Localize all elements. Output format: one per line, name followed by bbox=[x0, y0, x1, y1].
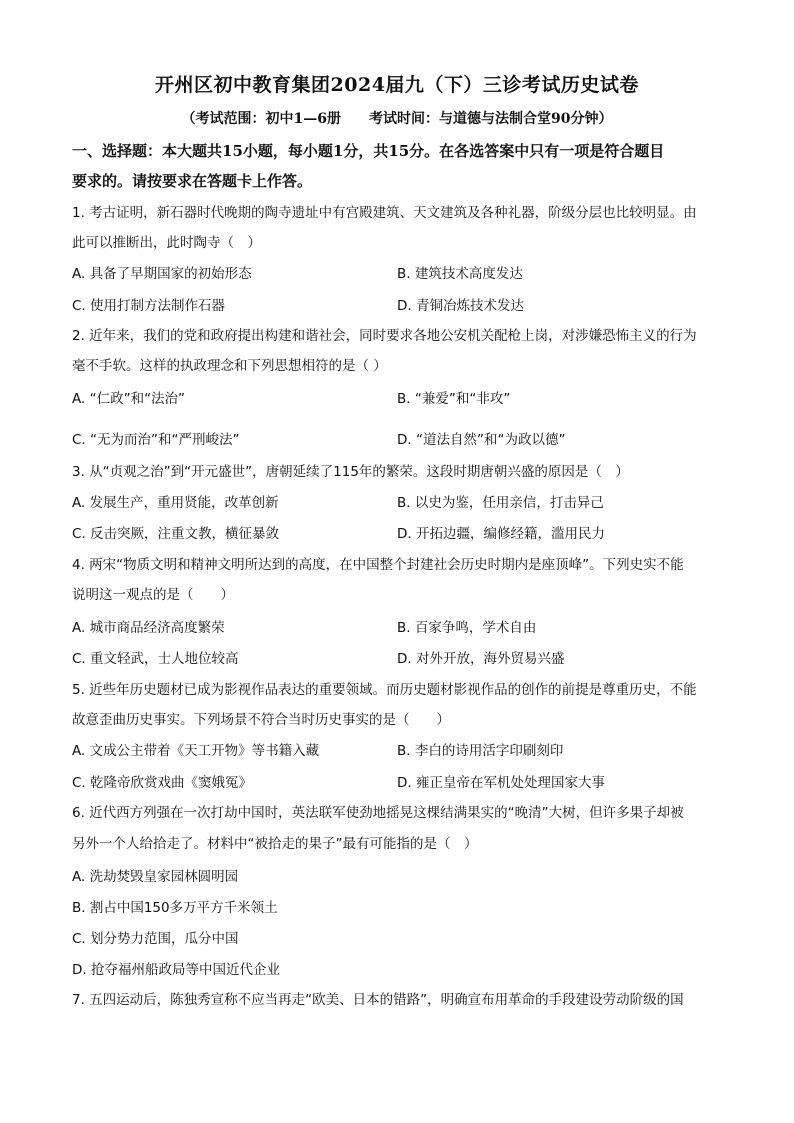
question-4-stem-line2: 说明这一观点的是（ ） bbox=[72, 587, 234, 603]
question-1-option-a[interactable]: A. 具备了早期国家的初始形态 bbox=[72, 266, 252, 282]
question-6-stem-line1: 6. 近代西方列强在一次打劫中国时，英法联军使劲地摇晃这棵结满果实的“晚清”大树，但许多果子却被 bbox=[72, 805, 684, 821]
question-7-stem-line1: 7. 五四运动后，陈独秀宣称不应当再走“欧美、日本的错路”，明确宣布用革命的手段建设劳动阶级的国 bbox=[72, 992, 684, 1008]
question-5-option-c[interactable]: C. 乾隆帝欣赏戏曲《窦娥冤》 bbox=[72, 775, 253, 791]
question-1-option-c[interactable]: C. 使用打制方法制作石器 bbox=[72, 298, 226, 314]
question-5-option-a[interactable]: A. 文成公主带着《天工开物》等书籍入藏 bbox=[72, 743, 320, 759]
question-1-stem-line2: 此可以推断出，此时陶寺（ ） bbox=[72, 235, 261, 251]
question-6-option-b[interactable]: B. 割占中国150多万平方千米领土 bbox=[72, 900, 278, 916]
question-2-option-d[interactable]: D. “道法自然”和“为政以德” bbox=[397, 432, 566, 448]
question-3-stem-line1: 3. 从“贞观之治”到“开元盛世”，唐朝延续了115年的繁荣。这段时期唐朝兴盛的原因是（ ） bbox=[72, 464, 629, 480]
question-2-option-c[interactable]: C. “无为而治”和“严刑峻法” bbox=[72, 432, 240, 448]
question-5-stem-line1: 5. 近些年历史题材已成为影视作品表达的重要领域。而历史题材影视作品的创作的前提是尊重历史，不能 bbox=[72, 682, 697, 698]
section-heading-line1: 一、选择题：本大题共15小题，每小题1分，共15分。在各选答案中只有一项是符合题目 bbox=[72, 142, 665, 160]
question-6-option-a[interactable]: A. 洗劫焚毁皇家园林圆明园 bbox=[72, 869, 239, 885]
question-3-option-d[interactable]: D. 开拓边疆，编修经籍，滥用民力 bbox=[397, 526, 605, 542]
question-5-stem-line2: 故意歪曲历史事实。下列场景不符合当时历史事实的是（ ） bbox=[72, 712, 450, 728]
question-1-option-b[interactable]: B. 建筑技术高度发达 bbox=[397, 266, 523, 282]
question-3-option-a[interactable]: A. 发展生产，重用贤能，改革创新 bbox=[72, 495, 279, 511]
question-3-option-c[interactable]: C. 反击突厥，注重文教，横征暴敛 bbox=[72, 526, 280, 542]
question-1-stem-line1: 1. 考古证明，新石器时代晚期的陶寺遗址中有宫殿建筑、天文建筑及各种礼器，阶级分层也比较明显。由 bbox=[72, 205, 697, 221]
question-1-option-d[interactable]: D. 青铜冶炼技术发达 bbox=[397, 298, 524, 314]
question-4-option-d[interactable]: D. 对外开放，海外贸易兴盛 bbox=[397, 651, 565, 667]
question-3-option-b[interactable]: B. 以史为鉴，任用亲信，打击异己 bbox=[397, 495, 604, 511]
question-5-option-b[interactable]: B. 李白的诗用活字印刷刻印 bbox=[397, 743, 564, 759]
question-2-stem-line1: 2. 近年来，我们的党和政府提出构建和谐社会，同时要求各地公安机关配枪上岗，对涉嫌恐怖主义的行为 bbox=[72, 328, 697, 344]
section-heading-line2: 要求的。请按要求在答题卡上作答。 bbox=[72, 172, 313, 190]
question-2-option-a[interactable]: A. “仁政”和“法治” bbox=[72, 391, 186, 407]
question-2-option-b[interactable]: B. “兼爱”和“非攻” bbox=[397, 391, 511, 407]
question-2-stem-line2: 毫不手软。这样的执政理念和下列思想相符的是（ ） bbox=[72, 358, 387, 374]
question-4-option-b[interactable]: B. 百家争鸣，学术自由 bbox=[397, 620, 537, 636]
page-title: 开州区初中教育集团2024届九（下）三诊考试历史试卷 bbox=[155, 74, 639, 96]
question-6-option-d[interactable]: D. 抢夺福州船政局等中国近代企业 bbox=[72, 962, 280, 978]
question-6-stem-line2: 另外一个人给拾走了。材料中“被拾走的果子”最有可能指的是（ ） bbox=[72, 836, 478, 852]
question-4-stem-line1: 4. 两宋“物质文明和精神文明所达到的高度，在中国整个封建社会历史时期内是座顶峰”。下列史实不能 bbox=[72, 557, 684, 573]
question-4-option-a[interactable]: A. 城市商品经济高度繁荣 bbox=[72, 620, 225, 636]
question-6-option-c[interactable]: C. 划分势力范围，瓜分中国 bbox=[72, 931, 239, 947]
question-5-option-d[interactable]: D. 雍正皇帝在军机处处理国家大事 bbox=[397, 775, 605, 791]
exam-scope-note: （考试范围：初中1—6册 考试时间：与道德与法制合堂90分钟） bbox=[181, 111, 613, 127]
question-4-option-c[interactable]: C. 重文轻武，士人地位较高 bbox=[72, 651, 239, 667]
